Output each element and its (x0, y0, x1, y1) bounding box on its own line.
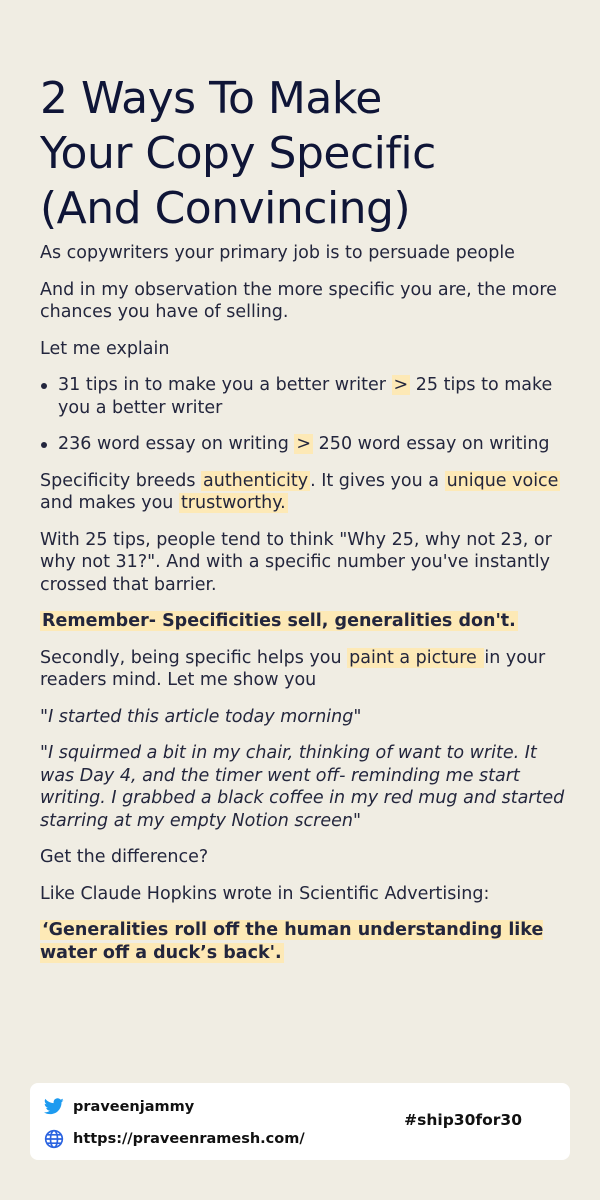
quote-short: "I started this article today morning" (40, 706, 362, 727)
twitter-bird-icon (44, 1098, 64, 1115)
highlight-paint-picture: paint a picture (349, 647, 483, 668)
footer-card (30, 1083, 570, 1160)
specificity-paragraph: Specificity breeds authenticity . It gives you a unique voice and makes you trustworthy. (40, 470, 559, 513)
page-title (40, 71, 570, 236)
title-line-2: Your Copy Specific (40, 128, 436, 180)
remember-callout: Remember- Specificities sell, generalities don't. (42, 611, 516, 631)
highlight-trustworthy: trustworthy. (180, 493, 286, 513)
title-line-1: 2 Ways To Make (40, 73, 382, 125)
greater-than-symbol: > (296, 434, 312, 454)
twitter-row (44, 1098, 194, 1115)
hopkins-paragraph: Like Claude Hopkins wrote in Scientific Advertising: (40, 883, 490, 904)
list-item: 31 tips in to make you a better writer > 25 tips to make you a better writer (58, 374, 565, 419)
closing-quote: ‘Generalities roll off the human understanding like water off a duck’s back'. (40, 920, 544, 963)
highlight-authenticity: authenticity (203, 470, 309, 491)
secondly-paragraph: Secondly, being specific helps you paint a picture in your readers mind. Let me show you (40, 647, 546, 690)
twitter-handle[interactable]: praveenjammy (73, 1098, 195, 1115)
highlight-unique-voice: unique voice (446, 470, 559, 491)
title-line-3: (And Convincing) (40, 183, 411, 235)
comparison-list (40, 374, 565, 456)
difference-paragraph: Get the difference? (40, 847, 209, 867)
hashtag: #ship30for30 (404, 1111, 522, 1129)
website-row (44, 1129, 305, 1149)
observation-paragraph: And in my observation the more specific you are, the more chances you have of selling. (40, 279, 557, 322)
greater-than-symbol: > (393, 375, 409, 395)
globe-icon (44, 1129, 64, 1149)
article-body (40, 242, 565, 978)
tips-paragraph: With 25 tips, people tend to think "Why 25, why not 23, or why not 31?". And with a specific number you've instantly crossed that barrier. (40, 529, 552, 595)
explain-paragraph: Let me explain (40, 338, 170, 359)
quote-long: "I squirmed a bit in my chair, thinking of want to write. It was Day 4, and the timer went off- reminding me start writing. I grabbed a black coffee in my red mug and started starring at my empty Notion screen" (40, 743, 565, 831)
list-item: 236 word essay on writing > 250 word essay on writing (58, 433, 565, 456)
website-link[interactable]: https://praveenramesh.com/ (73, 1131, 305, 1147)
intro-paragraph: As copywriters your primary job is to persuade people (40, 243, 515, 263)
